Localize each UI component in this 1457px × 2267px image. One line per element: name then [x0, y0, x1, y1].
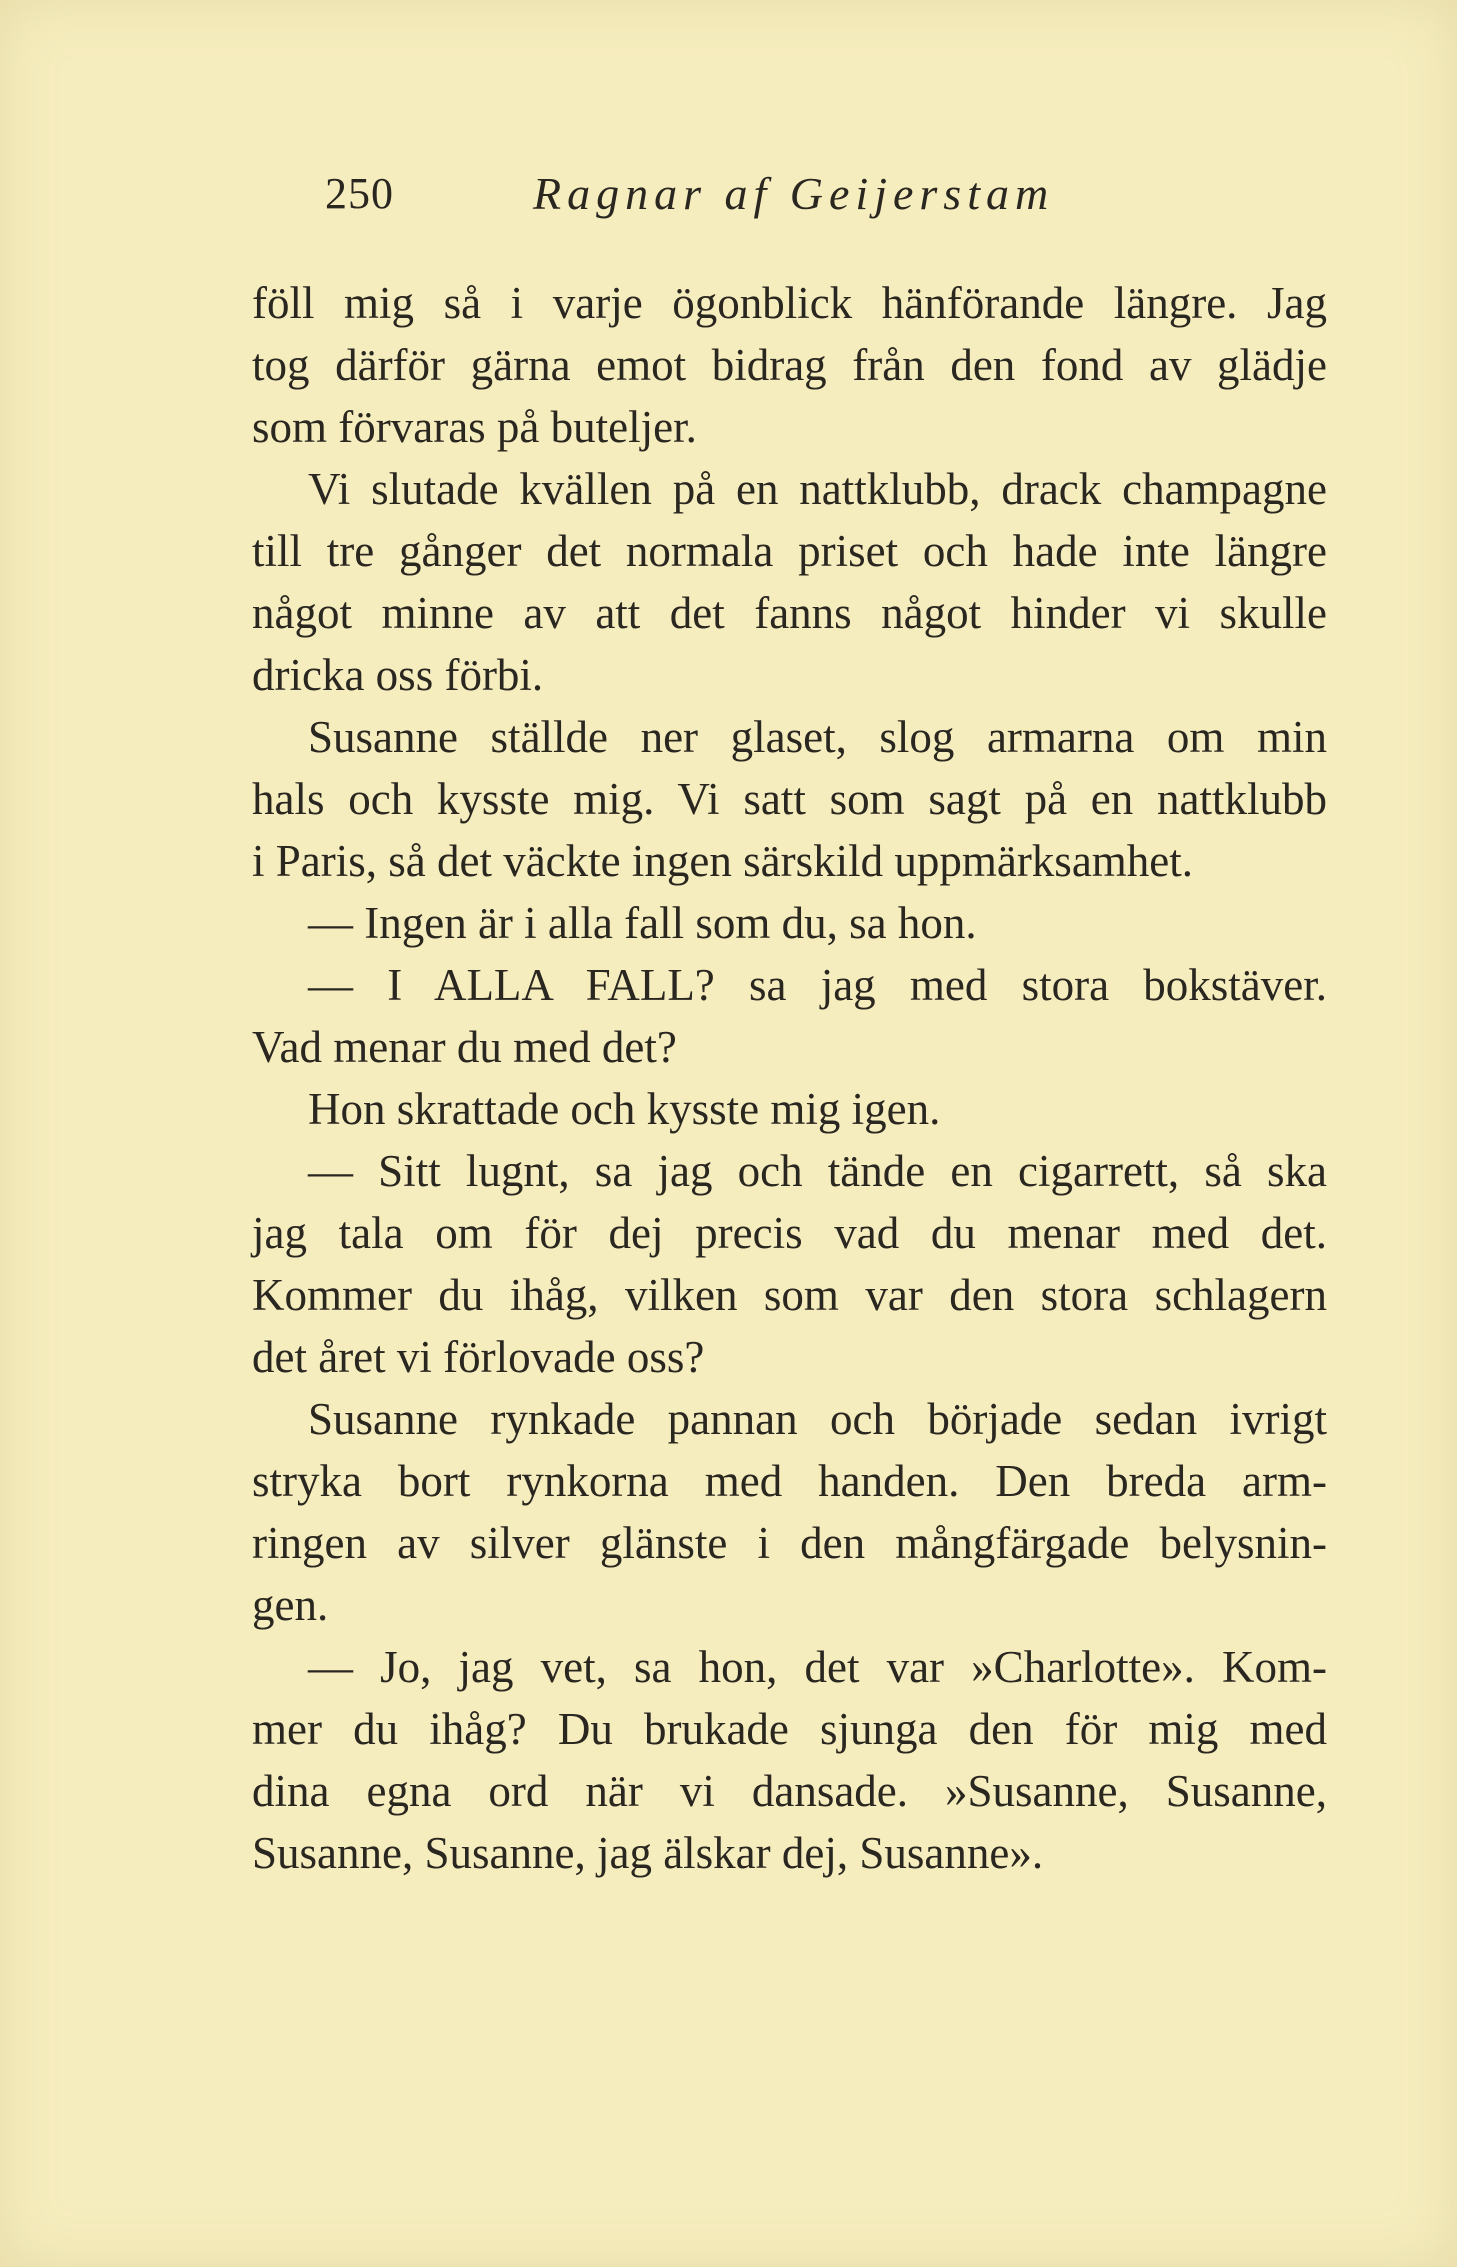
text-line: som förvaras på buteljer.	[252, 402, 697, 452]
text-line: ringen av silver glänste i den mångfärgade belysnin-	[252, 1518, 1327, 1568]
text-line: — Jo, jag vet, sa hon, det var »Charlotte». Kom-	[308, 1642, 1327, 1692]
running-title: Ragnar af Geijerstam	[533, 168, 1055, 219]
text-line: Vi slutade kvällen på en nattklubb, drack champagne	[308, 464, 1327, 514]
text-line: Susanne ställde ner glaset, slog armarna om min	[308, 712, 1327, 762]
text-line: Hon skrattade och kysste mig igen.	[308, 1084, 941, 1134]
text-line: hals och kysste mig. Vi satt som sagt på en nattklubb	[252, 774, 1327, 824]
text-line: Susanne, Susanne, jag älskar dej, Susanne».	[252, 1828, 1044, 1878]
text-line: Kommer du ihåg, vilken som var den stora schlagern	[252, 1270, 1327, 1320]
text-line: till tre gånger det normala priset och hade inte längre	[252, 526, 1327, 576]
text-line: Susanne rynkade pannan och började sedan ivrigt	[308, 1394, 1327, 1444]
text-line: dina egna ord när vi dansade. »Susanne, Susanne,	[252, 1766, 1327, 1816]
body-text	[252, 272, 1327, 1884]
text-line: — Ingen är i alla fall som du, sa hon.	[308, 898, 977, 948]
page-number: 250	[325, 169, 394, 218]
text-line: — Sitt lugnt, sa jag och tände en cigarrett, så ska	[308, 1146, 1327, 1196]
text-line: något minne av att det fanns något hinder vi skulle	[252, 588, 1327, 638]
text-line: i Paris, så det väckte ingen särskild uppmärksamhet.	[252, 836, 1194, 886]
text-line: stryka bort rynkorna med handen. Den breda arm-	[252, 1456, 1327, 1506]
text-line: det året vi förlovade oss?	[252, 1332, 705, 1382]
text-line: mer du ihåg? Du brukade sjunga den för mig med	[252, 1704, 1327, 1754]
text-line: dricka oss förbi.	[252, 650, 544, 700]
text-line: gen.	[252, 1580, 329, 1630]
text-line: tog därför gärna emot bidrag från den fond av glädje	[252, 340, 1327, 390]
text-line: föll mig så i varje ögonblick hänförande längre. Jag	[252, 278, 1327, 328]
text-line: — I ALLA FALL? sa jag med stora bokstäver.	[308, 960, 1327, 1010]
text-line: jag tala om för dej precis vad du menar med det.	[252, 1208, 1327, 1258]
text-line: Vad menar du med det?	[252, 1022, 677, 1072]
